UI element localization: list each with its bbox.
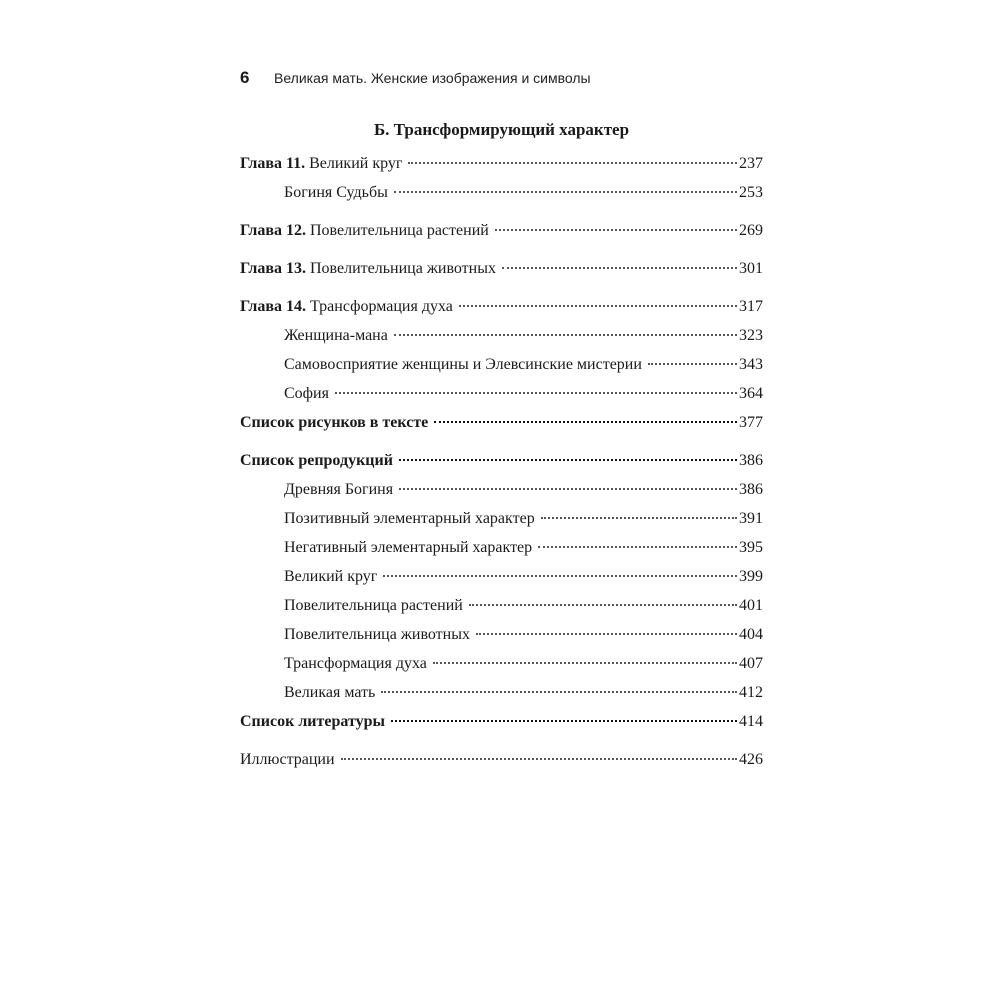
entry-label — [284, 594, 463, 618]
toc-entry-positive-elementary[interactable] — [240, 507, 763, 536]
entry-label — [284, 382, 329, 406]
toc-entry-list-of-figures[interactable] — [240, 411, 763, 440]
dot-leader — [541, 517, 737, 519]
entry-label — [284, 507, 535, 531]
dot-leader — [538, 546, 737, 548]
dot-leader — [434, 421, 737, 423]
dot-leader — [394, 334, 737, 336]
dot-leader — [399, 459, 737, 461]
page-ref: 401 — [739, 597, 763, 614]
entry-label — [240, 449, 393, 473]
entry-title: Женщина-мана — [284, 327, 388, 344]
page-ref: 343 — [739, 356, 763, 373]
entry-label — [240, 411, 428, 435]
entry-title: Список рисунков в тексте — [240, 414, 429, 431]
page-ref: 412 — [739, 684, 763, 701]
toc-entry-great-mother[interactable] — [240, 681, 763, 710]
page-ref: 323 — [739, 327, 763, 344]
page-ref: 377 — [739, 414, 763, 431]
entry-title: София — [284, 385, 329, 402]
page-ref: 426 — [739, 751, 763, 768]
entry-title: Иллюстрации — [240, 751, 335, 768]
toc-entry-spirit-transformation[interactable] — [240, 652, 763, 681]
page-number: 6 — [240, 68, 250, 87]
toc-entry-illustrations[interactable] — [240, 748, 763, 777]
entry-title: Повелительница растений — [310, 222, 489, 239]
page-ref: 269 — [739, 222, 763, 239]
dot-leader — [648, 363, 737, 365]
toc-entry-chapter-11[interactable] — [240, 152, 763, 181]
entry-title: Великий круг — [309, 155, 403, 172]
entry-label — [284, 681, 375, 705]
toc-entry-mistress-of-animals[interactable] — [240, 623, 763, 652]
toc-entry-goddess-of-fate[interactable] — [240, 181, 763, 210]
entry-title: Трансформация духа — [310, 298, 453, 315]
toc-entry-sophia[interactable] — [240, 382, 763, 411]
toc-entry-negative-elementary[interactable] — [240, 536, 763, 565]
entry-label — [240, 257, 496, 281]
entry-label — [284, 623, 470, 647]
entry-label — [284, 324, 388, 348]
page-ref: 237 — [739, 155, 763, 172]
entry-title: Древняя Богиня — [284, 481, 394, 498]
dot-leader — [341, 758, 737, 760]
chapter-prefix: Глава 12. — [240, 222, 306, 239]
entry-label — [284, 565, 377, 589]
page-ref: 253 — [739, 184, 763, 201]
entry-label — [284, 536, 532, 560]
toc-entry-chapter-14[interactable] — [240, 295, 763, 324]
page-ref: 391 — [739, 510, 763, 527]
entry-label — [240, 219, 489, 243]
page-ref: 301 — [739, 260, 763, 277]
entry-label — [284, 478, 393, 502]
page-ref: 386 — [739, 481, 763, 498]
entry-title: Великая мать — [284, 684, 376, 701]
entry-label — [240, 710, 385, 734]
entry-title: Негативный элементарный характер — [284, 539, 533, 556]
dot-leader — [495, 229, 737, 231]
chapter-prefix: Глава 13. — [240, 260, 306, 277]
dot-leader — [381, 691, 737, 693]
page-ref: 407 — [739, 655, 763, 672]
toc-entry-woman-mana[interactable] — [240, 324, 763, 353]
dot-leader — [502, 267, 737, 269]
entry-title: Повелительница животных — [284, 626, 470, 643]
dot-leader — [383, 575, 737, 577]
entry-title: Список репродукций — [240, 452, 393, 469]
toc-entry-mistress-of-plants[interactable] — [240, 594, 763, 623]
entry-title: Повелительница растений — [284, 597, 463, 614]
toc-entry-eleusinian-mysteries[interactable] — [240, 353, 763, 382]
dot-leader — [433, 662, 737, 664]
dot-leader — [399, 488, 737, 490]
section-title: Б. Трансформирующий характер — [373, 120, 630, 139]
page-ref: 395 — [739, 539, 763, 556]
dot-leader — [459, 305, 737, 307]
page-ref: 399 — [739, 568, 763, 585]
chapter-prefix: Глава 11. — [240, 155, 306, 172]
entry-title: Трансформация духа — [284, 655, 427, 672]
page-ref: 404 — [739, 626, 763, 643]
entry-label — [284, 353, 642, 377]
dot-leader — [476, 633, 737, 635]
toc-entry-great-circle[interactable] — [240, 565, 763, 594]
page-ref: 317 — [739, 298, 763, 315]
toc-entry-chapter-12[interactable] — [240, 219, 763, 248]
entry-label — [240, 295, 453, 319]
entry-title: Список литературы — [240, 713, 385, 730]
entry-title: Позитивный элементарный характер — [284, 510, 535, 527]
entry-title: Самовосприятие женщины и Элевсинские мистерии — [284, 356, 642, 373]
toc-entry-bibliography[interactable] — [240, 710, 763, 739]
entry-title: Богиня Судьбы — [284, 184, 388, 201]
entry-label — [284, 652, 427, 676]
dot-leader — [394, 191, 737, 193]
page-ref: 414 — [739, 713, 763, 730]
entry-label — [240, 152, 402, 176]
toc-entry-chapter-13[interactable] — [240, 257, 763, 286]
entry-title: Повелительница животных — [310, 260, 496, 277]
dot-leader — [335, 392, 737, 394]
running-title: Великая мать. Женские изображения и символы — [274, 70, 591, 86]
dot-leader — [391, 720, 737, 722]
table-of-contents — [240, 152, 763, 777]
entry-title: Великий круг — [284, 568, 378, 585]
chapter-prefix: Глава 14. — [240, 298, 306, 315]
entry-label — [240, 748, 335, 772]
dot-leader — [469, 604, 737, 606]
running-header — [240, 68, 591, 88]
dot-leader — [408, 162, 737, 164]
page-ref: 364 — [739, 385, 763, 402]
entry-label — [284, 181, 388, 205]
page-ref: 386 — [739, 452, 763, 469]
toc-entry-list-of-reproductions[interactable] — [240, 449, 763, 478]
toc-entry-ancient-goddess[interactable] — [240, 478, 763, 507]
